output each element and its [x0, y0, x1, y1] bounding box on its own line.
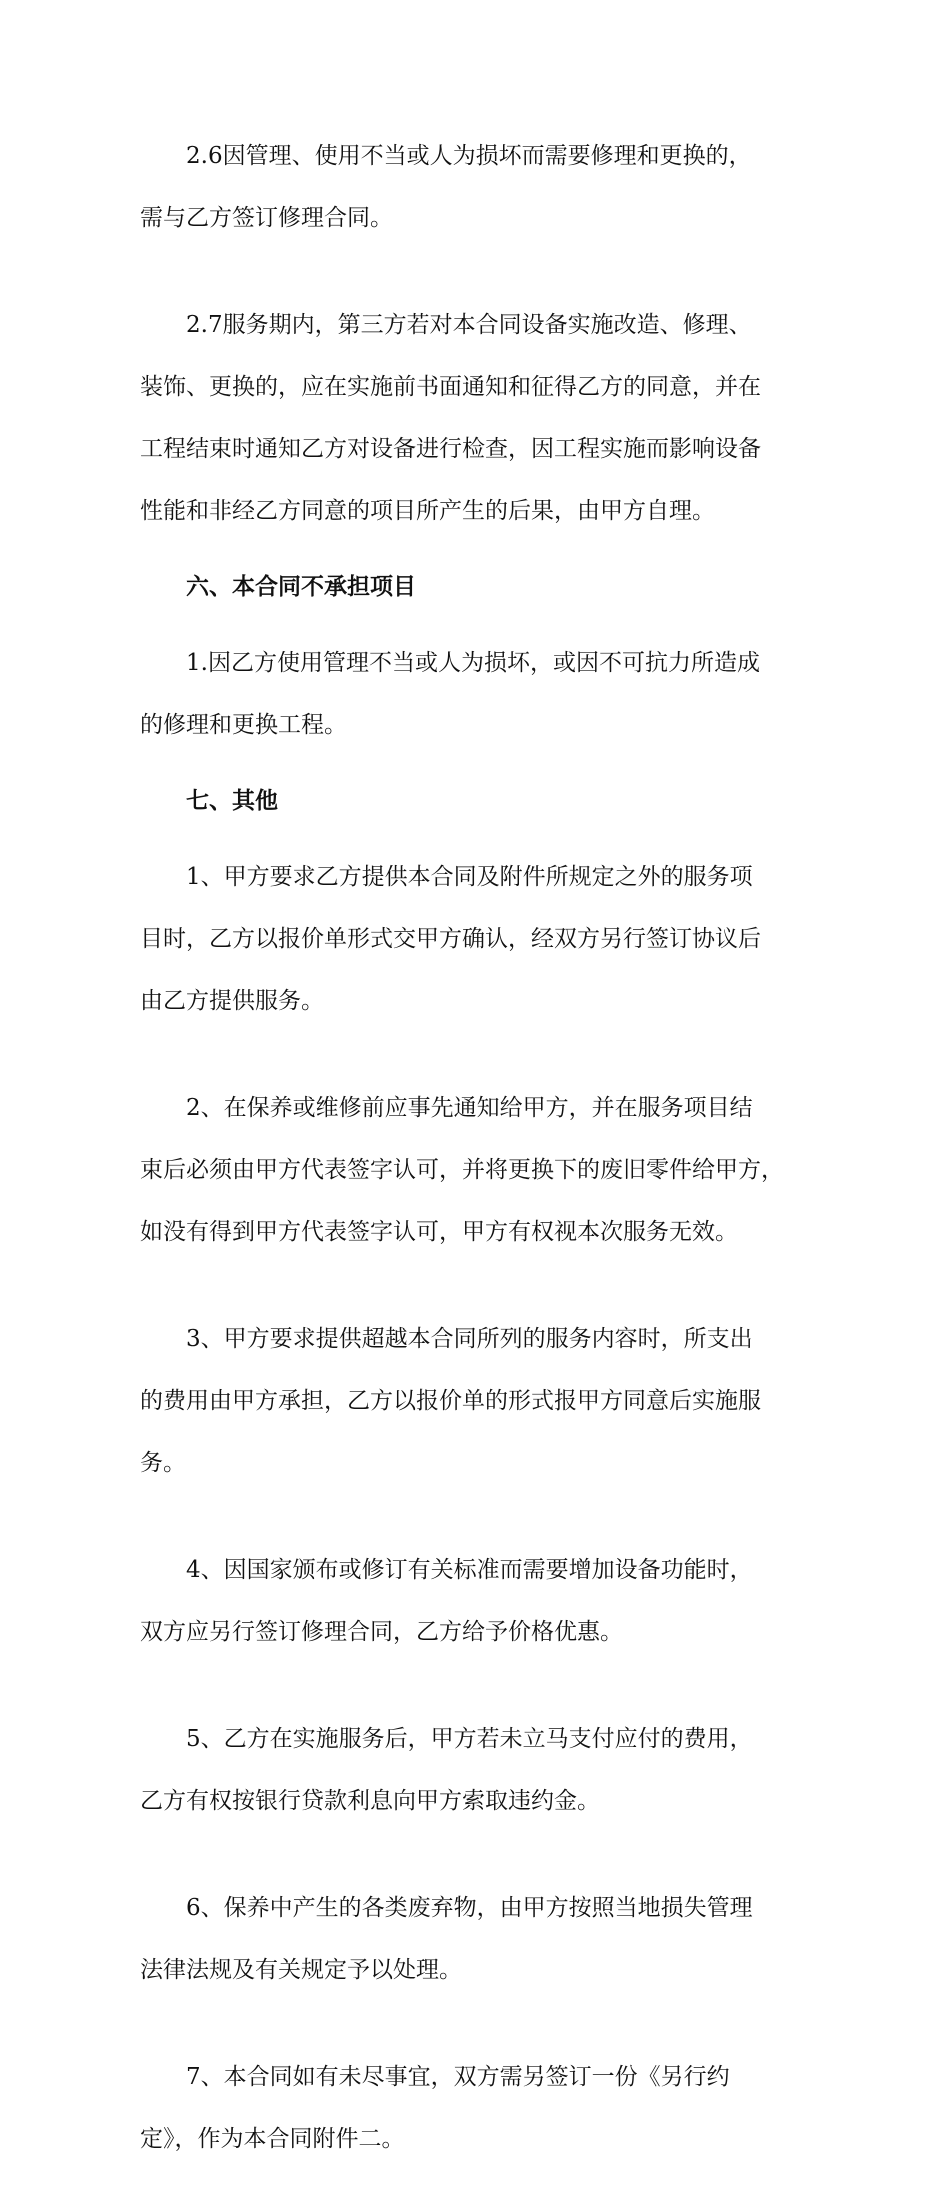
clause-7-3 [140, 1293, 830, 1510]
clause-7-2 [140, 1062, 830, 1279]
text-line: 乙方有权按银行贷款利息向甲方索取违约金。 [140, 1788, 600, 1814]
text-line: 由乙方提供服务。 [140, 988, 324, 1014]
clause-7-6 [140, 1862, 830, 2017]
text-line: 3、甲方要求提供超越本合同所列的服务内容时，所支出 [186, 1326, 753, 1352]
text-line: 性能和非经乙方同意的项目所产生的后果，由甲方自理。 [140, 498, 715, 524]
text-line: 法律法规及有关规定予以处理。 [140, 1957, 462, 1983]
text-line: 1.因乙方使用管理不当或人为损坏，或因不可抗力所造成 [186, 650, 760, 676]
text-line: 定》，作为本合同附件二。 [140, 2126, 405, 2152]
text-line: 如没有得到甲方代表签字认可，甲方有权视本次服务无效。 [140, 1219, 738, 1245]
text-line: 4、因国家颁布或修订有关标准而需要增加设备功能时， [186, 1557, 753, 1583]
text-line: 2.6因管理、使用不当或人为损坏而需要修理和更换的， [186, 143, 752, 169]
text-line: 目时，乙方以报价单形式交甲方确认，经双方另行签订协议后 [140, 926, 761, 952]
text-line: 束后必须由甲方代表签字认可，并将更换下的废旧零件给甲方， [140, 1157, 784, 1183]
clause-2-7 [140, 279, 830, 558]
clause-7-5 [140, 1693, 830, 1848]
clause-7-4 [140, 1524, 830, 1679]
text-line: 1、甲方要求乙方提供本合同及附件所规定之外的服务项 [186, 864, 753, 890]
text-line: 2.7服务期内，第三方若对本合同设备实施改造、修理、 [186, 312, 752, 338]
text-line: 双方应另行签订修理合同，乙方给予价格优惠。 [140, 1619, 623, 1645]
text-line: 工程结束时通知乙方对设备进行检查，因工程实施而影响设备 [140, 436, 761, 462]
section-heading-7: 七、其他 [186, 788, 278, 814]
clause-2-6 [140, 110, 830, 265]
clause-7-1 [140, 831, 830, 1048]
text-line: 7、本合同如有未尽事宜，双方需另签订一份《另行约 [186, 2064, 730, 2090]
text-line: 装饰、更换的，应在实施前书面通知和征得乙方的同意，并在 [140, 374, 761, 400]
text-line: 2、在保养或维修前应事先通知给甲方，并在服务项目结 [186, 1095, 753, 1121]
text-line: 的修理和更换工程。 [140, 712, 347, 738]
text-line: 务。 [140, 1450, 186, 1476]
text-line: 6、保养中产生的各类废弃物，由甲方按照当地损失管理 [186, 1895, 753, 1921]
text-line: 的费用由甲方承担，乙方以报价单的形式报甲方同意后实施服 [140, 1388, 761, 1414]
text-line: 5、乙方在实施服务后，甲方若未立马支付应付的费用， [186, 1726, 753, 1752]
contract-page [140, 110, 830, 2200]
clause-7-7 [140, 2031, 830, 2186]
text-line: 需与乙方签订修理合同。 [140, 205, 393, 231]
clause-6-1 [140, 617, 830, 772]
section-heading-6: 六、本合同不承担项目 [186, 574, 416, 600]
